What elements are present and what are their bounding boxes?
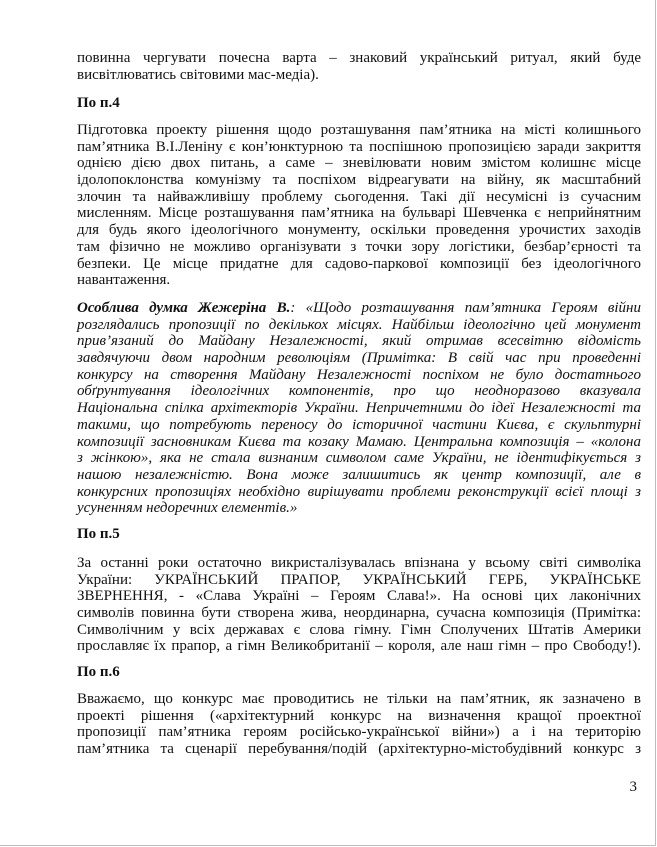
page-number: 3 [629, 779, 637, 795]
text-line: композиції засновникам Києва та козаку Мамаю. Центральна композиція – «колона [77, 433, 641, 450]
text-line: Національна спілка архітекторів України. Непричетними до ідеї Незалежності та [77, 400, 641, 417]
text-line: завдячуючи двом народним революціям (Примітка: В свій час при проведенні [77, 350, 641, 367]
text-line: прославляє їх прапор, а гімн Великобританії – короля, але наш гімн – про Свободу!). [77, 638, 641, 655]
section-5-paragraph [77, 555, 641, 655]
text-line: Вважаємо, що конкурс має проводитись не тільки на пам’ятник, як зазначено в [77, 691, 641, 707]
text-line: мисленням. Місце розташування пам’ятника на бульварі Шевченка є неприйнятним [77, 205, 641, 222]
text-line: символів повинна бути створена жива, неординарна, сучасна композиція (Примітка: [77, 605, 641, 622]
text-line: такими, що потребують переносу до історичної частини Києва, є скульптурні [77, 416, 641, 433]
text-line: Підготовка проекту рішення щодо розташування пам’ятника на місті колишнього [77, 122, 641, 138]
text-line: розглядались пропозиції по декількох місцях. Найбільш ідеологічно цей монумент [77, 316, 641, 333]
text-line: навантаження. [77, 272, 171, 289]
text-line: обґрунтування ідеологічних компонентів, про що неодноразово вказувала [77, 383, 641, 400]
text-line: ідолопоклонства комунізму та поспіхом відреагувати на війну, як масштабний [77, 172, 641, 189]
opinion-author: Особлива думка Жежеріна В. [77, 300, 291, 316]
text-line: конкурсу на створення Майдану Незалежності поспіхом не було достатнього [77, 366, 641, 383]
text-line: За останні роки остаточно викристалізувалась впізнана у всьому світі символіка [77, 555, 641, 571]
text-line: пам’ятника В.І.Леніну є кон’юнктурною та поспішною пропозицією заради закриття [77, 138, 641, 155]
text-line: для будь якого ідеологічного монументу, оскільки проведення урочистих заходів [77, 222, 641, 239]
section-heading-4: По п.4 [77, 95, 120, 111]
text-line: України: УКРАЇНСЬКИЙ ПРАПОР, УКРАЇНСЬКИЙ ГЕРБ, УКРАЇНСЬКЕ [77, 571, 641, 588]
dissenting-opinion-paragraph [77, 300, 641, 517]
text-line: однією дією двох питань, а саме – зневілювати новим змістом колишнє місце [77, 155, 641, 172]
text-line: злочин та найважливішу проблему сьогодення. Такі дії несумісні із сучасним [77, 188, 641, 205]
text-line: прив’язаний до Майдану Незалежності, який отримав всесвітню відомість [77, 333, 641, 350]
text-line: з жінкою», яка не стала визнаним символом саме України, не ідентифікується з [77, 450, 641, 467]
text-line: там фізично не можливо організувати з точки зору логістики, безбар’єрності та [77, 238, 641, 255]
text-line: ЗВЕРНЕННЯ, - «Слава Україні – Героям Слава!». На основі цих лаконічних [77, 588, 641, 605]
text-line: безпеки. Це місце придатне для садово-паркової композиції без ідеологічного [77, 255, 641, 272]
text-line: конкурсних пропозиціях необхідно вирішувати проблеми реконструкції всієї площі з [77, 483, 641, 500]
section-heading-5: По п.5 [77, 526, 120, 542]
text-line: висвітлюватись світовими мас-медіа). [77, 66, 319, 83]
section-4-paragraph [77, 122, 641, 289]
text-line: повинна чергувати почесна варта – знаковий український ритуал, який буде [77, 50, 641, 66]
intro-paragraph [77, 50, 641, 83]
text-line: усуненням недоречних елементів.» [77, 500, 298, 517]
text-line: нашою незалежністю. Вона може залишитись як центр композиції, але в [77, 466, 641, 483]
text-line: Символічним у всіх державах є слова гімну. Гімн Сполучених Штатів Америки [77, 621, 641, 638]
text-line: пам’ятника та сценарії перебування/подій (архітектурно-містобудівний конкурс з [77, 741, 641, 758]
text-line: пропозиції пам’ятника героям російсько-української війни») а і на територію [77, 724, 641, 741]
section-6-paragraph [77, 691, 641, 758]
text-line: : «Щодо розташування пам’ятника Героям війни [290, 300, 641, 316]
text-line: проекті рішення («архітектурний конкурс на визначення кращої проектної [77, 707, 641, 724]
section-heading-6: По п.6 [77, 664, 120, 680]
